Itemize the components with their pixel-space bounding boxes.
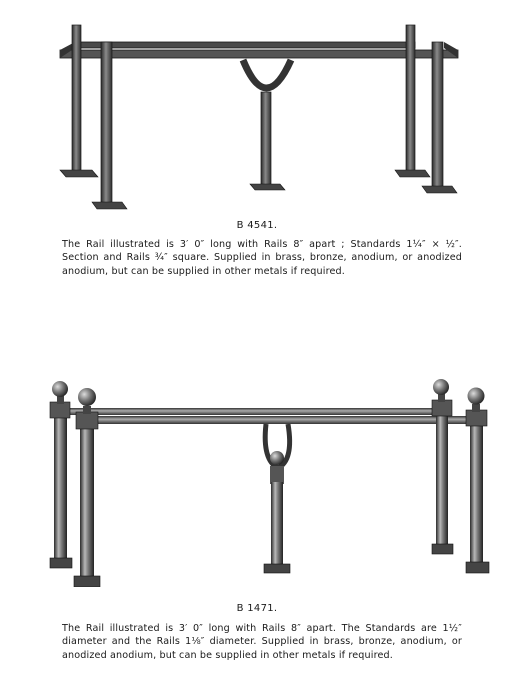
rail-illustration-square — [0, 20, 514, 215]
item-code: B 1471. — [236, 603, 278, 614]
item-caption: The Rail illustrated is 3′ 0″ long with Rails 8″ apart ; Standards 1¼″ × ½″. Section and Rails ¾″ square. Supplied in brass, bronze, anodium, or anodized anodium, but can be supplied in other metals if required. — [62, 239, 462, 277]
item-code: B 4541. — [236, 220, 278, 231]
item-caption: The Rail illustrated is 3′ 0″ long with Rails 8″ apart. The Standards are 1½″ diameter and the Rails 1⅛″ diameter. Supplied in brass, bronze, anodium, or anodized anodium, but can be supplied in other metals if required. — [62, 623, 462, 661]
rail-illustration-round — [0, 372, 514, 587]
